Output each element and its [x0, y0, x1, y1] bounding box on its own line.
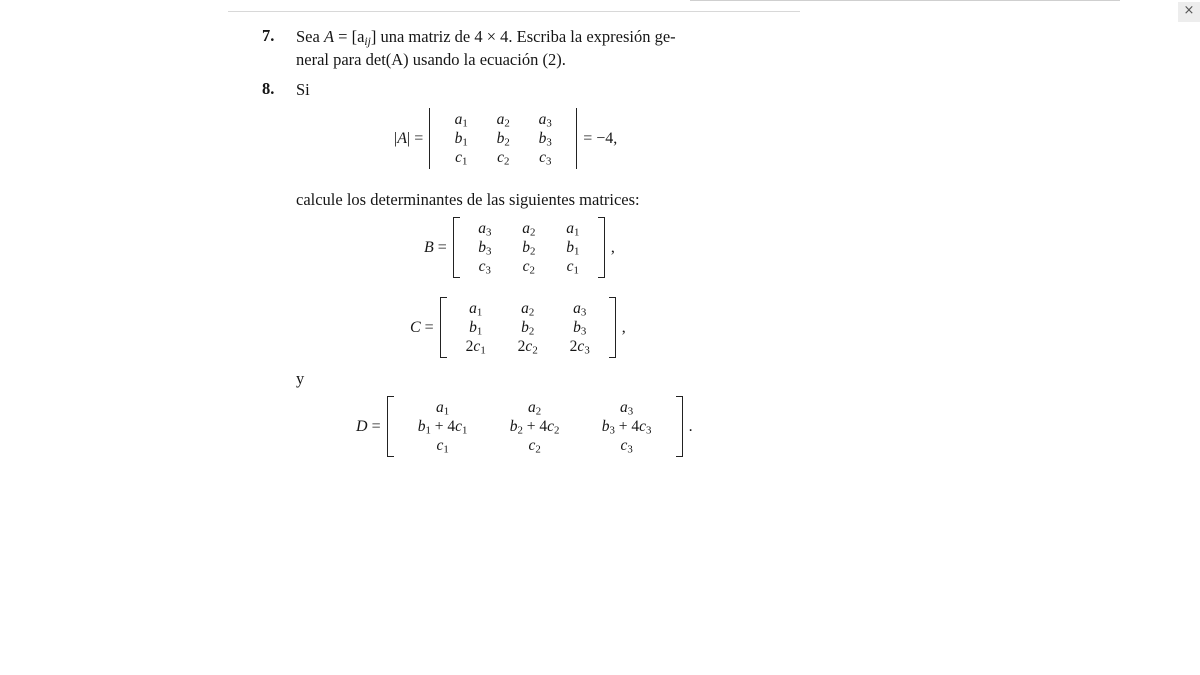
matrix-label: C =: [410, 318, 434, 336]
matrix-cell: $a_2$: [522, 220, 536, 239]
matrix-cell: $b_2$: [496, 130, 510, 149]
matrix-label: |A| =: [394, 129, 424, 147]
matrix-cell: $a_2$: [496, 111, 510, 130]
matrix-cell: $b_1$: [566, 239, 580, 258]
matrix-cell: $c_3$: [478, 258, 491, 277]
matrix-cell: $a_3$: [573, 300, 587, 319]
exercise-7-line-1: [296, 26, 676, 47]
matrix-cell: $a_1$: [436, 399, 450, 418]
determinant-A: [394, 108, 617, 169]
matrix-cell: $c_2$: [522, 258, 535, 277]
exercise-7-post: ] una matriz de 4 × 4. Escriba la expresión ge-: [370, 27, 676, 46]
exercise-7-line-2: neral para det(A) usando la ecuación (2).: [296, 50, 566, 69]
matrix-cell: $b_1$: [454, 130, 468, 149]
matrix-cell: $a_3$: [620, 399, 634, 418]
matrix-cell: $a_3$: [478, 220, 492, 239]
matrix-cell: $b_1$: [469, 319, 483, 338]
close-icon[interactable]: ×: [1178, 2, 1200, 22]
matrix-trailing: .: [688, 417, 693, 435]
exercise-8-number: 8.: [262, 79, 275, 98]
matrix-cell: $c_3$: [620, 437, 633, 456]
matrix-cell: $a_2$: [521, 300, 535, 319]
page-edge-right: [690, 0, 1120, 1]
matrix-trailing: ,: [610, 238, 615, 256]
matrix-C: [410, 297, 626, 358]
exercise-7-math-A: A: [323, 27, 335, 46]
matrix-cell: $b_1 + 4c_1$: [417, 418, 468, 437]
exercise-7-pre: Sea: [296, 27, 324, 46]
exercise-8-intro: Si: [296, 80, 310, 99]
matrix-label: B =: [424, 238, 447, 256]
matrix-cell: $a_2$: [528, 399, 542, 418]
matrix-cell: $b_3$: [478, 239, 492, 258]
matrix-cell: $2c_1$: [465, 338, 486, 357]
matrix-body: [429, 108, 577, 169]
matrix-cell: $c_2$: [528, 437, 541, 456]
matrix-cell: $c_1$: [455, 149, 468, 168]
matrix-cell: $c_1$: [566, 258, 579, 277]
matrix-body: [387, 396, 683, 457]
page-edge: [228, 11, 800, 12]
matrix-cell: $b_3 + 4c_3$: [601, 418, 652, 437]
matrix-body: [453, 217, 605, 278]
matrix-cell: $b_3$: [573, 319, 587, 338]
conjunction-y: y: [296, 369, 305, 388]
matrix-cell: $b_3$: [538, 130, 552, 149]
matrix-cell: $a_1$: [566, 220, 580, 239]
matrix-cell: $b_2$: [521, 319, 535, 338]
matrix-B: [424, 217, 615, 278]
matrix-cell: $c_2$: [497, 149, 510, 168]
exercise-7-sub: ij: [364, 35, 371, 48]
exercise-7-number: 7.: [262, 26, 275, 45]
matrix-D: [356, 396, 693, 457]
matrix-body: [440, 297, 616, 358]
matrix-label: D =: [356, 417, 381, 435]
matrix-cell: $2c_3$: [569, 338, 590, 357]
matrix-cell: $b_2$: [522, 239, 536, 258]
matrix-cell: $b_2 + 4c_2$: [509, 418, 560, 437]
matrix-trailing: ,: [621, 318, 626, 336]
matrix-cell: $a_1$: [469, 300, 483, 319]
matrix-trailing: = −4,: [583, 129, 618, 147]
exercise-8-prompt: calcule los determinantes de las siguientes matrices:: [296, 190, 640, 209]
exercise-7-eq: = [a: [334, 27, 365, 46]
matrix-cell: $c_1$: [436, 437, 449, 456]
matrix-cell: $2c_2$: [517, 338, 538, 357]
matrix-cell: $c_3$: [539, 149, 552, 168]
matrix-cell: $a_3$: [538, 111, 552, 130]
matrix-cell: $a_1$: [454, 111, 468, 130]
